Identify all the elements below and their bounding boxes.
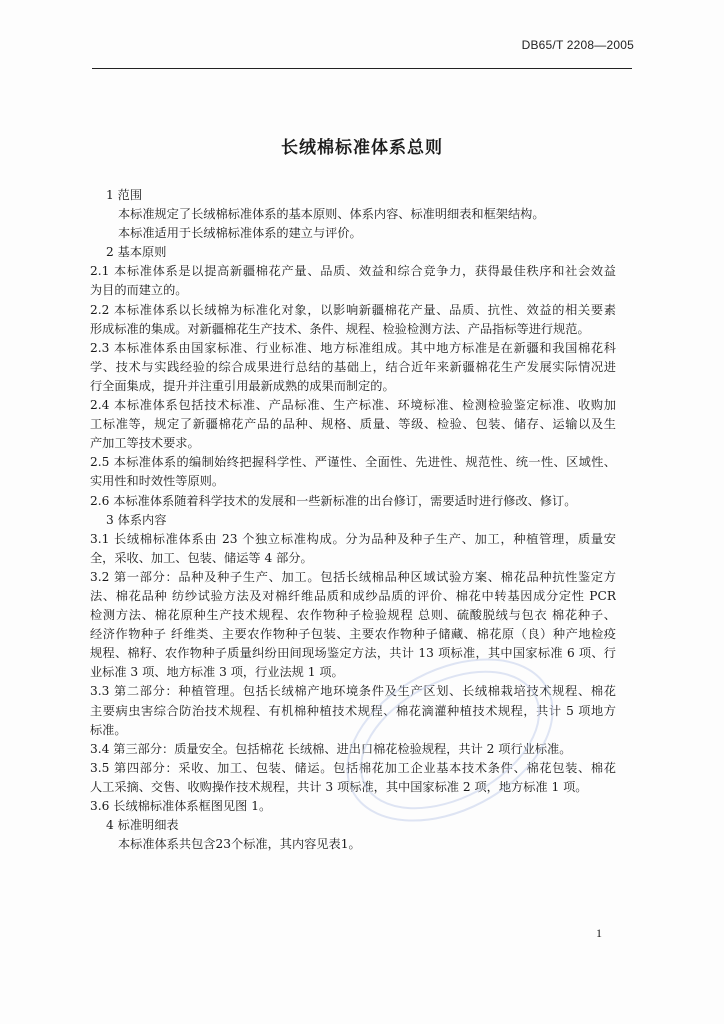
text-line: 2.2 本标准体系以长绒棉为标准化对象，以影响新疆棉花产量、品质、抗性、效益的相关要素 bbox=[90, 302, 616, 317]
text-line: 工标准等，规定了新疆棉花产品的品种、规格、质量、等级、检验、包装、储存、运输以及生 bbox=[90, 417, 616, 432]
text-line: 主要病虫害综合防治技术规程、有机棉种植技术规程、棉花滴灌种植技术规程，共计 5 项地方 bbox=[90, 703, 616, 718]
section-heading: 3 体系内容 bbox=[106, 512, 167, 527]
page-number: 1 bbox=[596, 926, 602, 940]
text-line: 3.4 第三部分：质量安全。包括棉花 长绒棉、进出口棉花检验规程，共计 2 项行业标准。 bbox=[90, 741, 572, 756]
text-line: 2.6 本标准体系随着科学技术的发展和一些新标准的出台修订，需要适时进行修改、修订。 bbox=[90, 493, 577, 508]
text-line: 业标准 3 项、地方标准 3 项，行业法规 1 项。 bbox=[90, 665, 344, 680]
text-line: 3.3 第二部分：种植管理。包括长绒棉产地环境条件及生产区划、长绒棉栽培技术规程、棉花 bbox=[90, 684, 616, 699]
text-line: 本标准规定了长绒棉标准体系的基本原则、体系内容、标准明细表和框架结构。 bbox=[118, 207, 545, 222]
text-line: 2.1 本标准体系是以提高新疆棉花产量、品质、效益和综合竞争力，获得最佳秩序和社会效益 bbox=[90, 264, 616, 279]
text-line: 2.3 本标准体系由国家标准、行业标准、地方标准组成。其中地方标准是在新疆和我国棉花科 bbox=[90, 340, 616, 355]
section-heading: 1 范围 bbox=[106, 188, 143, 202]
text-line: 标准。 bbox=[90, 722, 127, 737]
section-heading: 4 标准明细表 bbox=[106, 818, 179, 833]
text-line: 3.6 长绒棉标准体系框图见图 1。 bbox=[90, 799, 272, 813]
text-line: 3.2 第一部分：品种及种子生产、加工。包括长绒棉品种区域试验方案、棉花品种抗性鉴定方 bbox=[90, 569, 616, 584]
document-body bbox=[90, 186, 616, 854]
text-line: 经济作物种子 纤维类、主要农作物种子包装、主要农作物种子储藏、棉花原（良）种产地检疫 bbox=[90, 627, 616, 642]
text-line: 法、棉花品种 纺纱试验方法及对棉纤维品质和成纱品质的评价、棉花中转基因成分定性 PCR bbox=[90, 588, 616, 603]
document-title: 长绒棉标准体系总则 bbox=[281, 138, 443, 158]
text-line: 行全面集成，提升并注重引用最新成熟的成果而制定的。 bbox=[90, 378, 395, 393]
text-line: 3.1 长绒棉标准体系由 23 个独立标准构成。分为品种及种子生产、加工，种植管理，质量安 bbox=[90, 531, 616, 546]
text-line: 形成标准的集成。对新疆棉花生产技术、条件、规程、检验检测方法、产品指标等进行规范。 bbox=[90, 321, 590, 336]
text-line: 本标准体系共包含23个标准，其内容见表1。 bbox=[118, 837, 361, 852]
document-code: DB65/T 2208—2005 bbox=[521, 38, 634, 52]
text-line: 学、技术与实践经验的综合成果进行总结的基础上，结合近年来新疆棉花生产发展实际情况进 bbox=[90, 359, 616, 374]
text-line: 2.5 本标准体系的编制始终把握科学性、严谨性、全面性、先进性、规范性、统一性、区域性、 bbox=[90, 455, 616, 470]
text-line: 人工采摘、交售、收购操作技术规程，共计 3 项标准，其中国家标准 2 项，地方标准 1 项。 bbox=[90, 779, 588, 794]
text-line: 3.5 第四部分：采收、加工、包装、储运。包括棉花加工企业基本技术条件、棉花包装、棉花 bbox=[90, 760, 616, 775]
header-rule bbox=[92, 68, 632, 69]
text-line: 产加工等技术要求。 bbox=[90, 436, 200, 451]
text-line: 规程、棉籽、农作物种子质量纠纷田间现场鉴定方法，共计 13 项标准，其中国家标准 6 项、行 bbox=[90, 646, 616, 661]
text-line: 全，采收、加工、包装、储运等 4 部分。 bbox=[90, 550, 313, 565]
text-line: 检测方法、棉花原种生产技术规程、农作物种子检验规程 总则、硫酸脱绒与包衣 棉花种子、 bbox=[90, 608, 616, 623]
text-line: 为目的而建立的。 bbox=[90, 283, 188, 298]
section-heading: 2 基本原则 bbox=[106, 245, 167, 260]
text-line: 2.4 本标准体系包括技术标准、产品标准、生产标准、环境标准、检测检验鉴定标准、收购加 bbox=[90, 398, 616, 413]
text-line: 实用性和时效性等原则。 bbox=[90, 474, 225, 489]
text-line: 本标准适用于长绒棉标准体系的建立与评价。 bbox=[118, 226, 362, 241]
